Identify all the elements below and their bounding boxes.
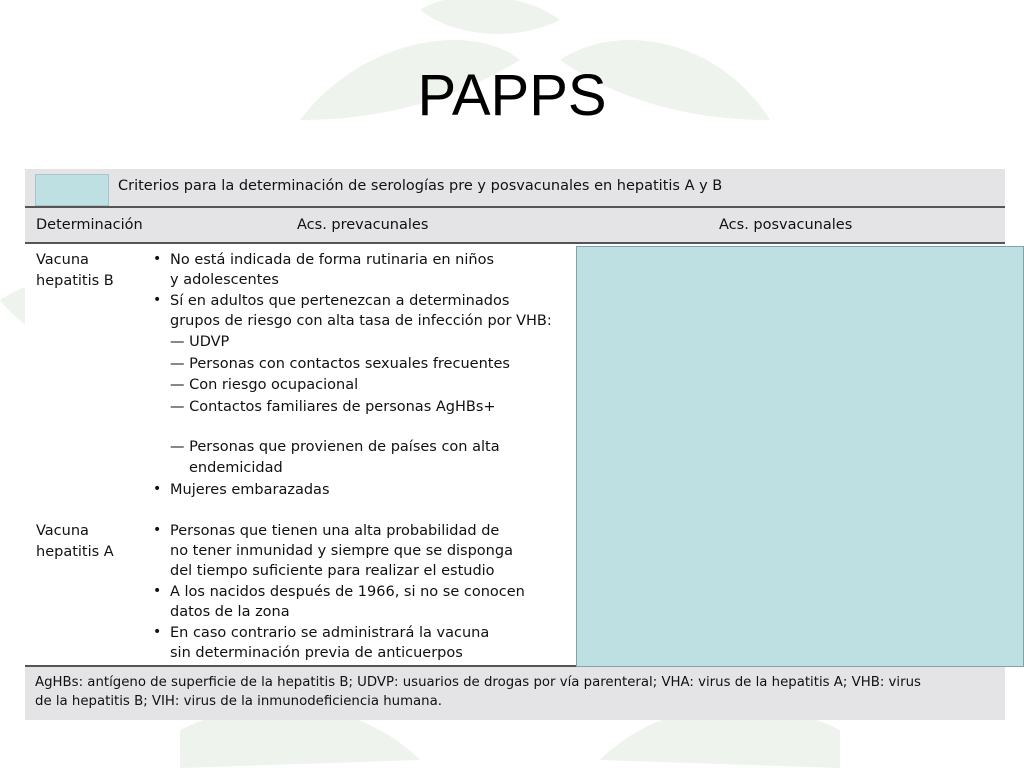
row-label-hepatitis-a [36, 521, 114, 562]
footnote-line: AgHBs: antígeno de superficie de la hepatitis B; UDVP: usuarios de drogas por vía parenteral; VHA: virus de la hepatitis A; VHB: virus [35, 675, 921, 690]
bullet-icon: • [153, 251, 162, 267]
prevac-line: del tiempo suficiente para realizar el estudio [170, 563, 495, 579]
prevac-line: y adolescentes [170, 272, 279, 288]
row-label-line: Vacuna [36, 523, 89, 539]
bullet-icon: • [153, 583, 162, 599]
bullet-icon: • [153, 522, 162, 538]
prevac-line: Personas que tienen una alta probabilidad de [170, 523, 500, 539]
bullet-icon: • [153, 624, 162, 640]
row-label-hepatitis-b [36, 250, 114, 291]
table-number-placeholder [35, 174, 109, 206]
header-determinacion: Determinación [36, 217, 143, 233]
prevac-line: no tener inmunidad y siempre que se disponga [170, 543, 513, 559]
header-acs-posvacunales: Acs. posvacunales [719, 217, 853, 233]
footnote-line: de la hepatitis B; VIH: virus de la inmunodeficiencia humana. [35, 694, 442, 709]
prevac-line: sin determinación previa de anticuerpos [170, 645, 463, 661]
risk-group-item: — UDVP [170, 334, 230, 350]
risk-group-item: — Contactos familiares de personas AgHBs+ [170, 399, 496, 415]
risk-group-item: — Personas con contactos sexuales frecuentes [170, 356, 510, 372]
prevac-line: En caso contrario se administrará la vacuna [170, 625, 490, 641]
row-label-line: hepatitis A [36, 543, 114, 560]
row-label-line: hepatitis B [36, 272, 114, 289]
risk-group-item: — Personas que provienen de países con alta [170, 439, 500, 455]
prevac-line: No está indicada de forma rutinaria en niños [170, 252, 495, 268]
bullet-icon: • [153, 292, 162, 308]
table-footnote [25, 667, 1005, 720]
table-caption-bar [25, 169, 1005, 207]
prevac-line: Sí en adultos que pertenezcan a determinados [170, 293, 510, 309]
prevac-line: datos de la zona [170, 604, 290, 620]
row-label-line: Vacuna [36, 252, 89, 268]
prevac-line: A los nacidos después de 1966, si no se conocen [170, 584, 525, 600]
serology-criteria-table [25, 169, 1005, 720]
prevac-line: Mujeres embarazadas [170, 482, 330, 498]
posvacunales-cover-box [576, 246, 1024, 667]
header-acs-prevacunales: Acs. prevacunales [297, 217, 429, 233]
table-header-row [25, 208, 1005, 242]
slide-title: PAPPS [417, 63, 607, 128]
risk-group-item: — Con riesgo ocupacional [170, 377, 359, 393]
prevac-line: grupos de riesgo con alta tasa de infección por VHB: [170, 313, 552, 329]
table-header-rule [25, 242, 1005, 244]
bullet-icon: • [153, 481, 162, 497]
header-divider-mark [138, 242, 160, 244]
table-caption: Criterios para la determinación de serologías pre y posvacunales en hepatitis A y B [118, 178, 723, 194]
risk-group-item-continued: endemicidad [189, 460, 283, 476]
